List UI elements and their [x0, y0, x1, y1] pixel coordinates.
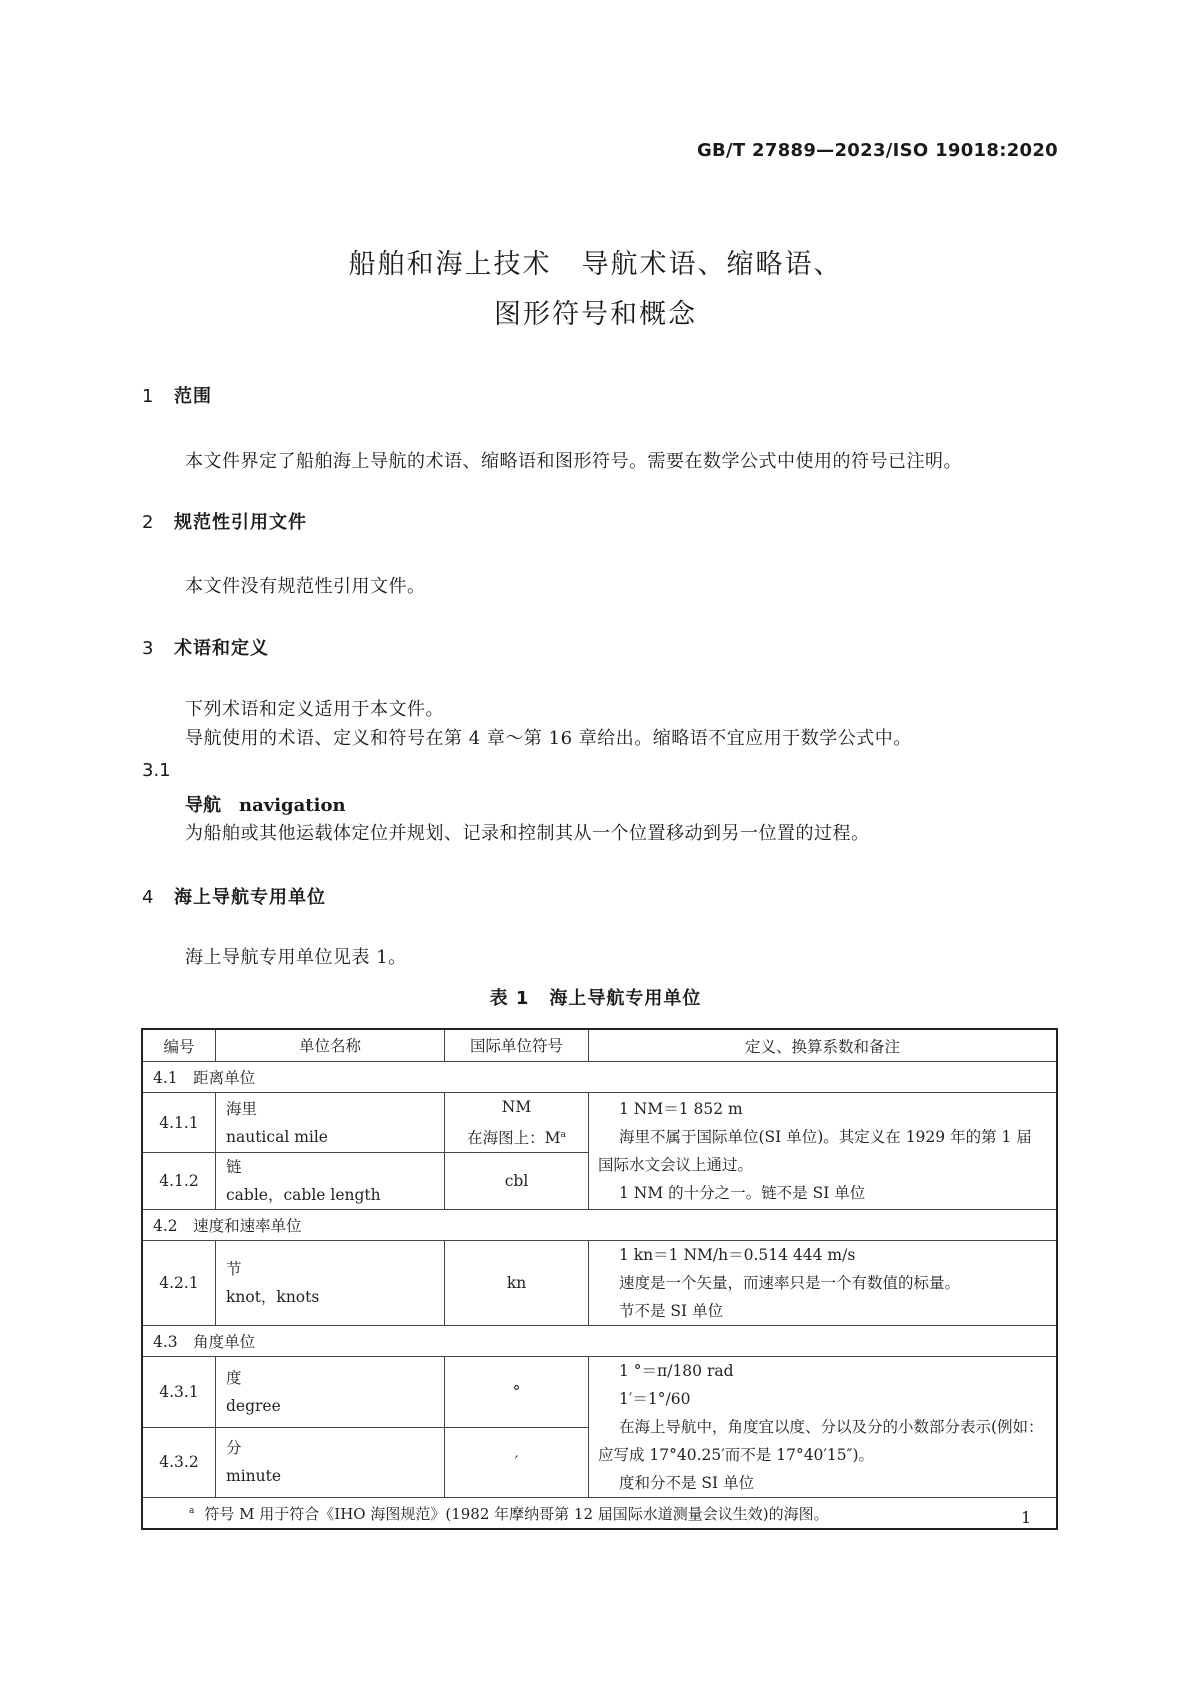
row-symbol — [445, 1093, 589, 1153]
title-line1-part1: 船舶和海上技术 — [348, 249, 552, 280]
section-title: 海上导航专用单位 — [174, 887, 326, 908]
row-symbol: ′ — [445, 1427, 589, 1498]
clause-3-1-number: 3.1 — [142, 760, 171, 781]
section-title: 规范性引用文件 — [174, 512, 307, 533]
row-number: 4.1.1 — [142, 1093, 216, 1153]
term-english: navigation — [239, 795, 346, 816]
footnote-mark: a — [189, 1505, 195, 1516]
definition-line: 1 NM 的十分之一。链不是 SI 单位 — [619, 1184, 866, 1203]
table-caption — [0, 984, 1191, 1010]
definition-line: 度和分不是 SI 单位 — [619, 1474, 755, 1493]
header-definition: 定义、换算系数和备注 — [589, 1029, 1058, 1062]
section-1-heading — [142, 382, 212, 408]
unit-name-en: knot，knots — [226, 1288, 320, 1307]
header-unit-name: 单位名称 — [216, 1029, 445, 1062]
table-header-row — [142, 1029, 1057, 1062]
section-3-heading — [142, 634, 269, 660]
row-symbol: cbl — [445, 1153, 589, 1210]
definition-line: 速度是一个矢量，而速率只是一个有数值的标量。 — [619, 1274, 961, 1293]
section-3-text-1: 下列术语和定义适用于本文件。 — [185, 699, 444, 720]
group-label: 4.3 角度单位 — [142, 1326, 1057, 1357]
group-label: 4.1 距离单位 — [142, 1062, 1057, 1093]
table-footnote-row — [142, 1498, 1057, 1530]
definition-line: 海里不属于国际单位(SI 单位)。其定义在 1929 年的第 1 届国际水文会议上通过。 — [598, 1128, 1032, 1175]
section-number: 4 — [142, 887, 155, 908]
term-chinese: 导航 — [185, 795, 221, 816]
section-title: 范围 — [174, 386, 212, 407]
group-row-speed — [142, 1210, 1057, 1241]
table-number: 表 1 — [489, 988, 530, 1009]
definition-speed — [589, 1241, 1058, 1326]
row-number: 4.3.1 — [142, 1357, 216, 1428]
section-number: 1 — [142, 386, 155, 407]
definition-line: 1 kn＝1 NM/h＝0.514 444 m/s — [619, 1246, 856, 1265]
page-number: 1 — [1021, 1508, 1032, 1527]
section-4-text: 海上导航专用单位见表 1。 — [185, 947, 407, 968]
row-number: 4.1.2 — [142, 1153, 216, 1210]
section-1-text: 本文件界定了船舶海上导航的术语、缩略语和图形符号。需要在数学公式中使用的符号已注明。 — [185, 451, 962, 472]
row-number: 4.2.1 — [142, 1241, 216, 1326]
section-title: 术语和定义 — [174, 638, 269, 659]
unit-symbol: NM — [501, 1098, 532, 1116]
definition-line: 在海上导航中，角度宜以度、分以及分的小数部分表示(例如：应写成 17°40.25′而不是 17°40′15″)。 — [598, 1418, 1044, 1465]
definition-line: 1 °＝π/180 rad — [619, 1362, 734, 1381]
row-unit-name — [216, 1153, 445, 1210]
unit-name-en: nautical mile — [226, 1127, 328, 1146]
section-3-text-2: 导航使用的术语、定义和符号在第 4 章～第 16 章给出。缩略语不宜应用于数学公式中。 — [185, 728, 912, 749]
footnote-text: 符号 M 用于符合《IHO 海图规范》(1982 年摩纳哥第 12 届国际水道测量会议生效)的海图。 — [204, 1504, 829, 1523]
unit-name-en: cable，cable length — [226, 1186, 381, 1205]
row-symbol: kn — [445, 1241, 589, 1326]
section-2-heading — [142, 508, 307, 534]
group-row-distance — [142, 1062, 1057, 1093]
section-number: 2 — [142, 512, 155, 533]
table-row — [142, 1357, 1057, 1428]
section-number: 3 — [142, 638, 155, 659]
definition-line: 1 NM＝1 852 m — [619, 1100, 743, 1119]
term-definition: 为船舶或其他运载体定位并规划、记录和控制其从一个位置移动到另一位置的过程。 — [185, 823, 870, 844]
chart-symbol-text: 在海图上：M — [467, 1129, 561, 1148]
row-number: 4.3.2 — [142, 1427, 216, 1498]
unit-name-en: minute — [226, 1467, 282, 1486]
definition-line: 1′＝1°/60 — [619, 1390, 691, 1409]
title-line1-part2: 导航术语、缩略语、 — [581, 249, 843, 280]
unit-name-zh: 链 — [226, 1158, 242, 1177]
unit-name-en: degree — [226, 1396, 281, 1415]
group-row-angle — [142, 1326, 1057, 1357]
unit-name-zh: 度 — [226, 1368, 242, 1387]
unit-symbol-chart — [445, 1121, 588, 1152]
table-footnote — [142, 1498, 1057, 1530]
document-title — [0, 240, 1191, 340]
header-number: 编号 — [142, 1029, 216, 1062]
table-title: 海上导航专用单位 — [549, 988, 702, 1009]
table-row — [142, 1093, 1057, 1153]
definition-line: 节不是 SI 单位 — [619, 1302, 724, 1321]
row-unit-name — [216, 1427, 445, 1498]
row-unit-name — [216, 1357, 445, 1428]
unit-name-zh: 海里 — [226, 1099, 258, 1118]
group-label: 4.2 速度和速率单位 — [142, 1210, 1057, 1241]
section-4-heading — [142, 883, 326, 909]
definition-angle — [589, 1357, 1058, 1498]
table-row — [142, 1241, 1057, 1326]
standard-code: GB/T 27889—2023/ISO 19018:2020 — [696, 140, 1058, 161]
footnote-mark: a — [560, 1130, 566, 1140]
header-symbol: 国际单位符号 — [445, 1029, 589, 1062]
section-2-text: 本文件没有规范性引用文件。 — [185, 576, 426, 597]
row-symbol: ° — [445, 1357, 589, 1428]
definition-distance — [589, 1093, 1058, 1210]
unit-name-zh: 分 — [226, 1439, 242, 1458]
term-entry — [185, 791, 346, 817]
units-table — [141, 1028, 1058, 1530]
unit-name-zh: 节 — [226, 1260, 242, 1279]
title-line2: 图形符号和概念 — [494, 299, 697, 330]
row-unit-name — [216, 1241, 445, 1326]
row-unit-name — [216, 1093, 445, 1153]
